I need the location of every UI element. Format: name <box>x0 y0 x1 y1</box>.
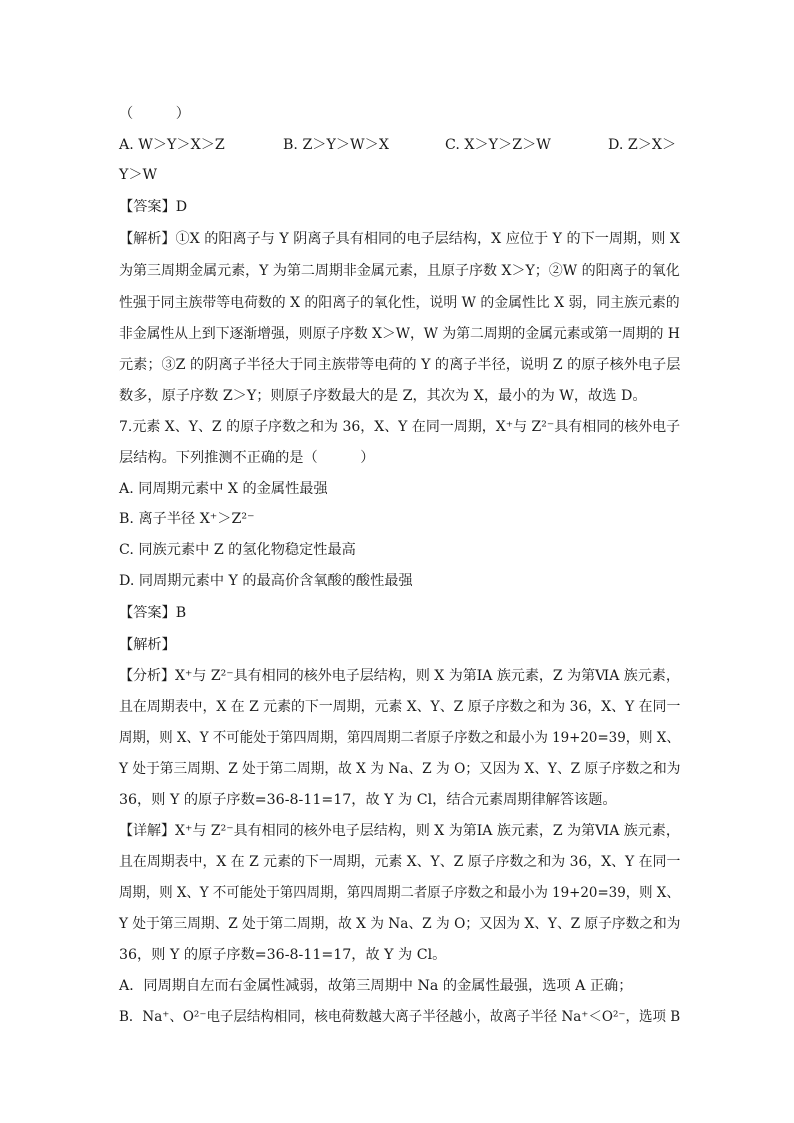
q7-explain-line: A．同周期自左而右金属性减弱，故第三周期中 Na 的金属性最强，选项 A 正确； <box>119 978 633 994</box>
q6-answer: 【答案】D <box>119 199 188 215</box>
q7-xiangjie-line: Y 处于第三周期、Z 处于第二周期，故 X 为 Na、Z 为 O；又因为 X、Y、Z 原子序数之和为 <box>119 916 681 932</box>
q7-fenxi-line: 周期，则 X、Y 不可能处于第四周期，第四周期二者原子序数之和最小为 19+20=39，则 X、 <box>119 730 680 746</box>
q7-fenxi-line: 36，则 Y 的原子序数=36-8-11=17，故 Y 为 Cl，结合元素周期律解答该题。 <box>119 792 617 808</box>
q7-answer: 【答案】B <box>119 605 187 621</box>
q6-analysis-line: 非金属性从上到下逐渐增强，则原子序数 X＞W，W 为第二周期的金属元素或第一周期的 H <box>119 326 680 342</box>
q6-option-b: B. Z＞Y＞W＞X <box>283 137 389 153</box>
q6-analysis-line: 元素；③Z 的阴离子半径大于同主族带等电荷的 Y 的离子半径，说明 Z 的原子核外电子层 <box>119 357 681 373</box>
q6-analysis-line: 【解析】①X 的阳离子与 Y 阴离子具有相同的电子层结构，X 应位于 Y 的下一周期，则 X <box>119 231 680 247</box>
q6-option-c: C. X＞Y＞Z＞W <box>445 137 551 153</box>
q7-xiangjie-line: 周期，则 X、Y 不可能处于第四周期，第四周期二者原子序数之和最小为 19+20=39，则 X、 <box>119 885 680 901</box>
q6-paren: （ ） <box>119 106 190 122</box>
q7-xiangjie-line: 【详解】X⁺与 Z²⁻具有相同的核外电子层结构，则 X 为第ⅠA 族元素，Z 为第ⅥA 族元素， <box>119 823 680 839</box>
q7-xiangjie-line: 36，则 Y 的原子序数=36-8-11=17，故 Y 为 Cl。 <box>119 947 447 963</box>
q7-stem-line: 层结构。下列推测不正确的是（ ） <box>119 450 375 466</box>
q7-explain-line: B．Na⁺、O²⁻电子层结构相同，核电荷数越大离子半径越小，故离子半径 Na⁺＜O²⁻，选项 B <box>119 1009 681 1025</box>
q7-xiangjie-line: 且在周期表中，X 在 Z 元素的下一周期，元素 X、Y、Z 原子序数之和为 36，X、Y 在同一 <box>119 854 681 870</box>
q6-option-a: A. W＞Y＞X＞Z <box>119 137 225 153</box>
q7-analysis-title: 【解析】 <box>119 637 176 653</box>
q7-fenxi-line: 【分析】X⁺与 Z²⁻具有相同的核外电子层结构，则 X 为第ⅠA 族元素，Z 为第ⅥA 族元素， <box>119 668 680 684</box>
q7-option-c: C. 同族元素中 Z 的氢化物稳定性最高 <box>119 542 356 558</box>
q7-option-b: B. 离子半径 X⁺＞Z²⁻ <box>119 511 255 527</box>
q6-analysis-line: 性强于同主族带等电荷数的 X 的阳离子的氧化性，说明 W 的金属性比 X 弱，同主族元素的 <box>119 295 680 311</box>
q7-option-a: A. 同周期元素中 X 的金属性最强 <box>119 481 328 497</box>
q6-option-d: D. Z＞X＞ <box>608 137 677 153</box>
q7-stem-line: 7.元素 X、Y、Z 的原子序数之和为 36，X、Y 在同一周期，X⁺与 Z²⁻具有相同的核外电子 <box>119 419 681 435</box>
q6-option-d-continued: Y＞W <box>119 167 158 183</box>
q6-analysis-line: 为第三周期金属元素，Y 为第二周期非金属元素，且原子序数 X＞Y；②W 的阳离子的氧化 <box>119 263 680 279</box>
q6-analysis-line: 数多，原子序数 Z＞Y；则原子序数最大的是 Z，其次为 X，最小的为 W，故选 D。 <box>119 388 647 404</box>
q7-fenxi-line: 且在周期表中，X 在 Z 元素的下一周期，元素 X、Y、Z 原子序数之和为 36，X、Y 在同一 <box>119 699 681 715</box>
q7-option-d: D. 同周期元素中 Y 的最高价含氧酸的酸性最强 <box>119 573 413 589</box>
q7-fenxi-line: Y 处于第三周期、Z 处于第二周期，故 X 为 Na、Z 为 O；又因为 X、Y、Z 原子序数之和为 <box>119 761 681 777</box>
